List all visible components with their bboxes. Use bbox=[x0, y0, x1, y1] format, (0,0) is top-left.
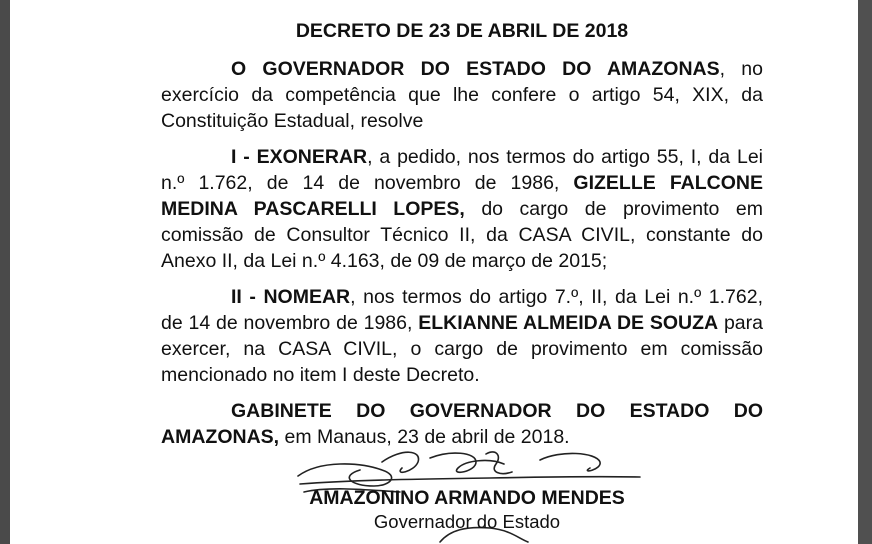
item-2-paragraph bbox=[161, 284, 763, 388]
intro-bold: O GOVERNADOR DO ESTADO DO AMAZONAS bbox=[231, 58, 720, 80]
item-2-lead: II - NOMEAR bbox=[231, 286, 351, 308]
closing-text: em Manaus, 23 de abril de 2018. bbox=[279, 426, 570, 448]
item-1-paragraph bbox=[161, 144, 763, 274]
item-1-name: GIZELLE FALCONE MEDINA PASCARELLI LOPES, bbox=[161, 172, 763, 220]
closing-paragraph bbox=[161, 398, 763, 450]
item-1-text-a: , a pedido, nos termos do artigo 55, I, da Lei n.º 1.762, de 14 de novembro de 1986, bbox=[161, 146, 763, 194]
decree-body bbox=[161, 18, 763, 460]
scan-left-border bbox=[0, 0, 10, 544]
signature-block bbox=[290, 446, 670, 544]
item-1-lead: I - EXONERAR bbox=[231, 146, 368, 168]
signer-name: AMAZONINO ARMANDO MENDES bbox=[309, 487, 625, 509]
decree-title: DECRETO DE 23 DE ABRIL DE 2018 bbox=[295, 20, 629, 42]
closing-bold: GABINETE DO GOVERNADOR DO ESTADO DO AMAZONAS, bbox=[161, 400, 763, 448]
intro-text: , no exercício da competência que lhe confere o artigo 54, XIX, da Constituição Estadual, resolve bbox=[161, 58, 763, 132]
item-2-name: ELKIANNE ALMEIDA DE SOUZA bbox=[418, 312, 719, 334]
item-2-text-a: , nos termos do artigo 7.º, II, da Lei n.º 1.762, de 14 de novembro de 1986, bbox=[161, 286, 763, 334]
signer-role: Governador do Estado bbox=[373, 511, 561, 532]
item-1-text-b: do cargo de provimento em comissão de Consultor Técnico II, da CASA CIVIL, constante do Anexo II, da Lei n.º 4.163, de 09 de março de 2015; bbox=[161, 198, 763, 272]
intro-paragraph bbox=[161, 56, 763, 134]
scan-right-border bbox=[858, 0, 872, 544]
item-2-text-b: para exercer, na CASA CIVIL, o cargo de provimento em comissão mencionado no item I deste Decreto. bbox=[161, 312, 763, 386]
